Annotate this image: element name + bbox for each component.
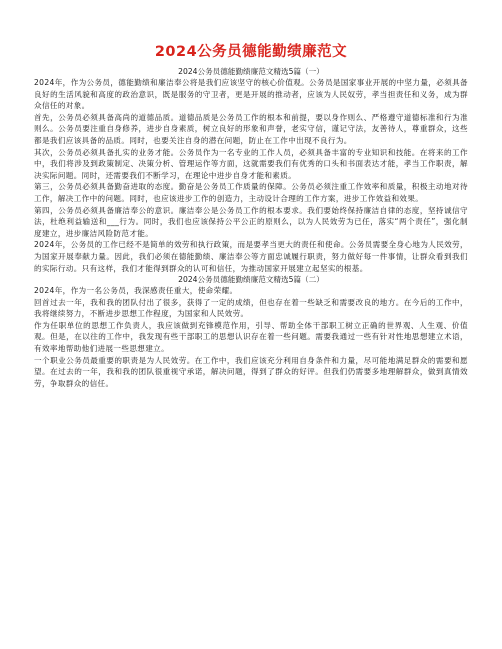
section-1-paragraph: 2024年，作为公务员，德能勤绩和廉洁奉公将是我们应该坚守的核心价值观。公务员是国家事业开展的中坚力量，必须具备良好的生活风貌和高度的政治意识，既是服务的守卫者，更是开展的推动者，应该为人民奴劳，孝当担责任和义务，成为群众信任的对象。 (34, 78, 468, 111)
section-2-paragraph: 一个职业公务员最重要的职责是为人民效劳。在工作中，我们应该充分利用自身条件和力量，尽可能地满足群众的需要和愿望。在过去的一年，我和我的团队很重视守承诺，解决问题，得到了群众的好评。但我们仍需要多地理解群众，做到真情效劳，争取群众的信任。 (34, 355, 468, 388)
section-1-subtitle: 2024公务员德能勤绩廉范文精选5篇（一） (178, 67, 324, 76)
section-1-paragraph: 其次，公务员必须具备扎实的业务才能。公务员作为一名专业的工作人员，必须具备丰富的专业知识和技能。在将来的工作中，我们将涉及到政策制定、决策分析、管理运作等方面，这就需要我们有优秀的口头和书面表达才能，孝当工作职责，解决实际问题。同时，还需要我们不断学习，在理论中进步自身才能和素质。 (34, 147, 468, 180)
section-1-paragraph: 第三，公务员必须具备勤奋进取的态度。勤奋是公务员工作质量的保障。公务员必须注重工作效率和质量，积极主动地对待工作，解决工作中的问题。同时，也应该进步工作的创造力，主动设计合理的工作方案，进步工作效益和效果。 (34, 182, 468, 203)
section-1-paragraph: 首先，公务员必须具备高尚的道德品质。道德品质是公务员工作的根本和前提，要以身作则么、严格遵守道德标准和行为准则么。公务员要注重自身修养，进步自身素质，树立良好的形象和声誉，老实守信，谨记守法，友善待人，尊重群众，这些都是我们应该具备的品质。同时，也要关注自身的潜在问题，防止在工作中出现不良行为。 (34, 112, 468, 145)
section-2-paragraph: 2024年，作为一名公务员，我深感责任重大，使命荣耀。 (34, 286, 238, 296)
section-2-paragraph: 回首过去一年，我和我的团队付出了很多，获得了一定的成绩，但也存在着一些缺乏和需要改良的地方。在今后的工作中，我将继续努力，不断进步思想工作程度，为国家和人民效劳。 (34, 297, 468, 319)
document-title: 2024公务员德能勤绩廉范文 (154, 44, 348, 60)
section-1-paragraph: 第四，公务员必须具备廉洁奉公的意识。廉洁奉公是公务员工作的根本要求。我们要始终保持廉洁自律的态度，坚持诚信守法，杜绝利益输送和___行为。同时，我们也应该保持公平公正的原则么，以为人民效劳为已任，落实“两个责任”，强化制度建立，进步廉洁风险防范才能。 (34, 205, 468, 238)
section-2-paragraph: 作为任职单位的思想工作负责人，我应该做到充锋模范作用，引导、帮助全体干部职工树立正确的世界观、人生观、价值观。但是，在以往的工作中，我发现有些干部职工的思想认识存在着一些问题。需要我通过一些有针对性地思想建立术语，有效率地帮助他们进展一些思想建立。 (34, 320, 468, 354)
section-1-paragraph: 2024年，公务员的工作已经不是简单的效劳和执行政策，而是要孝当更大的责任和使命。公务员需要全身心地为人民效劳，为国家开展奉献力量。因此，我们必须在德能勤绩、廉洁奉公等方面忠诚履行职责，努力做好每一件事情，让群众看到我们的实际行动。只有这样，我们才能得到群众的认可和信任，为推动国家开展建立起坚实的根基。 (34, 240, 468, 273)
section-2-subtitle: 2024公务员德能勤绩廉范文精选5篇（二） (178, 275, 324, 285)
